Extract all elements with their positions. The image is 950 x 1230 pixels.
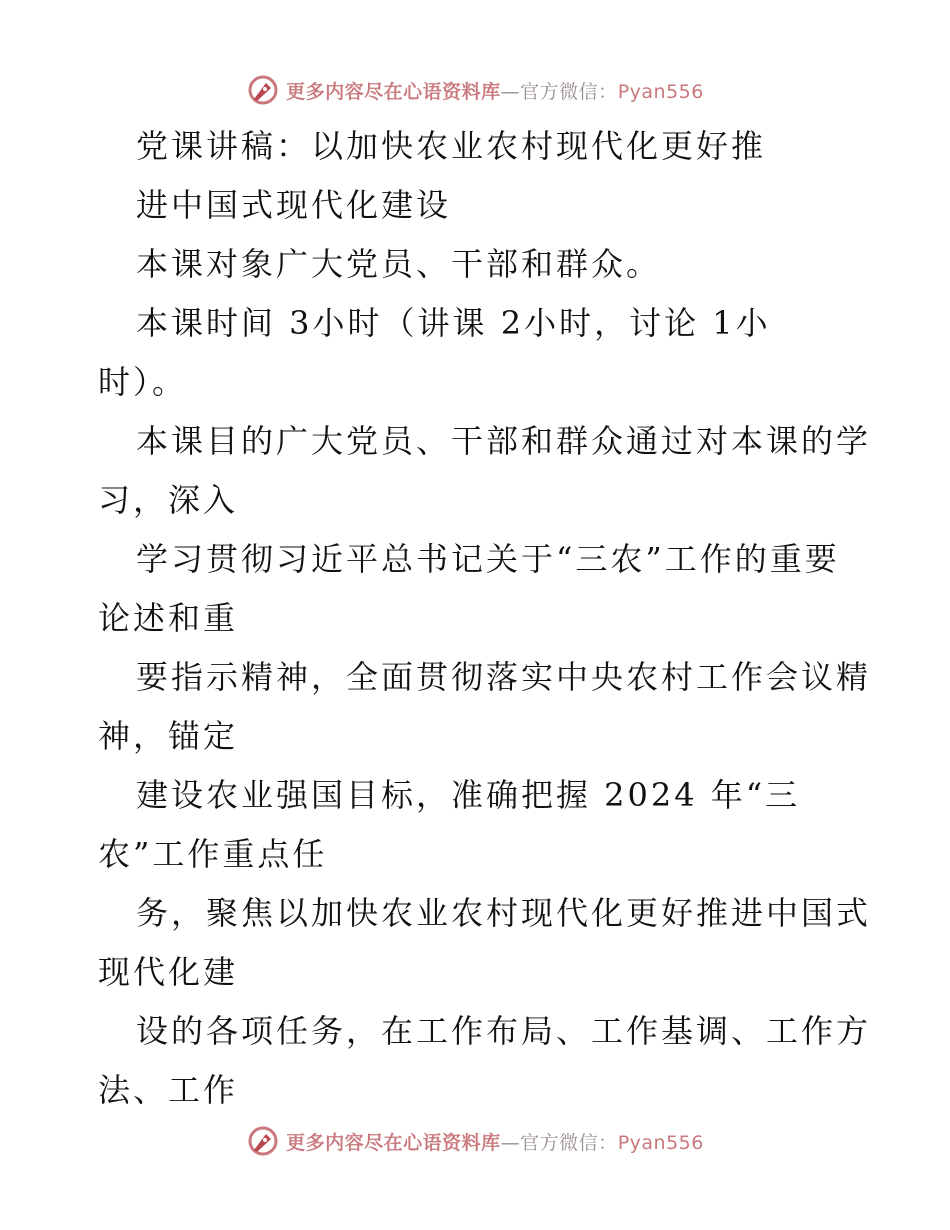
watermark-wechat-label: 官方微信： [520, 1131, 618, 1154]
paragraph-line: 习，深入 [98, 481, 239, 519]
paragraph-line: 本课目的广大党员、干部和群众通过对本课的学 [136, 422, 872, 460]
paragraph-line: 建设农业强国目标，准确把握 2024 年“三 [136, 776, 801, 814]
paragraph-line: 神，锚定 [98, 717, 239, 755]
paragraph-line: 务，聚焦以加快农业农村现代化更好推进中国式 [136, 894, 872, 932]
paragraph-line: 设的各项任务，在工作布局、工作基调、工作方 [136, 1012, 872, 1050]
watermark-main-text: 更多内容尽在心语资料库 [286, 1131, 501, 1154]
paragraph-line: 现代化建 [98, 953, 239, 991]
watermark-wechat-label: 官方微信： [520, 80, 618, 103]
watermark-wechat-id: Pyan556 [617, 1131, 704, 1154]
watermark-main-text: 更多内容尽在心语资料库 [286, 80, 501, 103]
paragraph-line: 法、工作 [98, 1071, 239, 1109]
footer-watermark [0, 1121, 950, 1161]
document-title-line-2: 进中国式现代化建设 [136, 186, 452, 224]
paragraph-line: 农”工作重点任 [98, 835, 328, 873]
watermark-wechat-id: Pyan556 [617, 80, 704, 103]
paragraph-line: 要指示精神，全面贯彻落实中央农村工作会议精 [136, 658, 872, 696]
pen-nib-logo-icon [246, 1124, 280, 1158]
paragraph-line: 本课对象广大党员、干部和群众。 [136, 245, 662, 283]
document-title-line-1: 党课讲稿：以加快农业农村现代化更好推 [136, 127, 767, 165]
paragraph-line: 时）。 [98, 363, 188, 401]
watermark-separator: — [500, 1131, 521, 1154]
watermark-separator: — [500, 80, 521, 103]
paragraph-line: 学习贯彻习近平总书记关于“三农”工作的重要 [136, 540, 840, 578]
paragraph-line: 本课时间 3小时（讲课 2小时，讨论 1小 [136, 304, 771, 342]
paragraph-line: 论述和重 [98, 599, 239, 637]
